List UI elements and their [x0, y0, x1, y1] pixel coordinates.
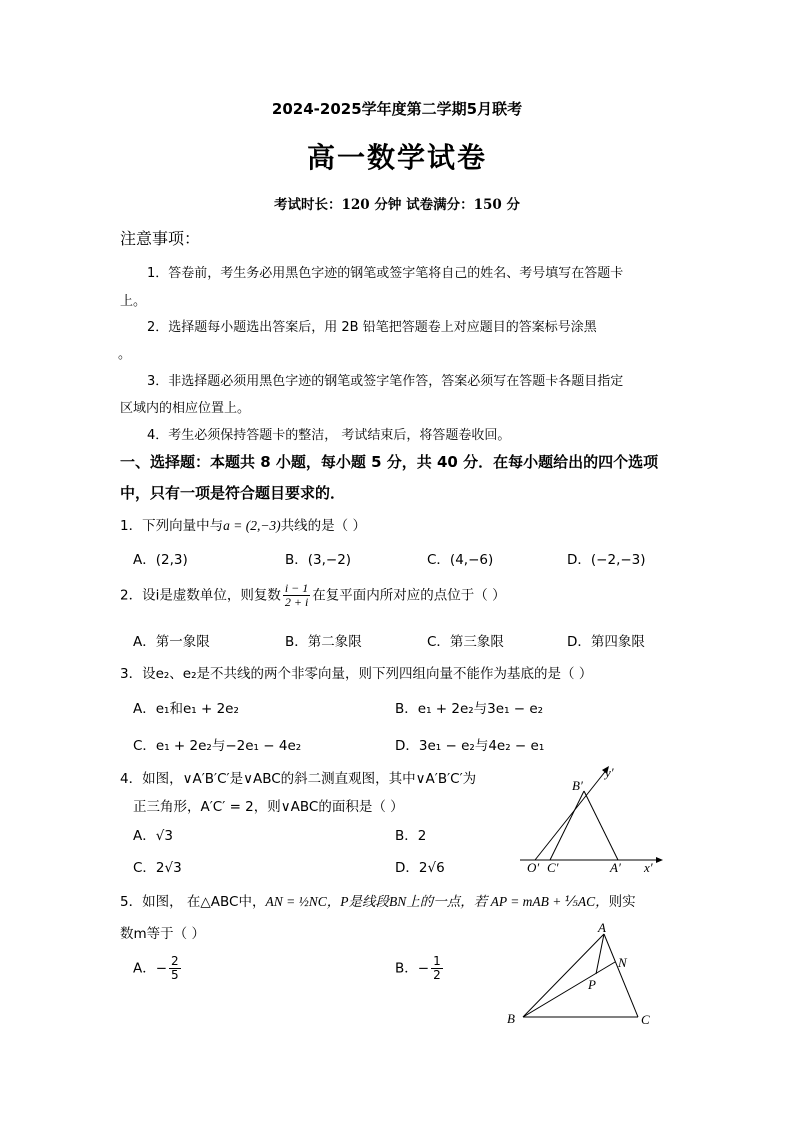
q4-edge-cb: [550, 791, 584, 860]
section-heading-cont: 中，只有一项是符合题目要求的．: [120, 484, 346, 502]
q1-option-a: A．(2,3): [133, 552, 188, 568]
question-4-stem-cont: 正三角形，A′C′ = 2，则∨ABC的面积是（ ）: [133, 799, 404, 815]
q2-frac-num: i − 1: [284, 581, 309, 595]
q4-label-a: A′: [610, 860, 621, 875]
q1-option-c: C．(4,−6): [427, 552, 494, 568]
notice-item-3: 3．非选择题必须用黑色字迹的钢笔或签字笔作答，答案必须写在答题卡各题目指定: [147, 374, 624, 389]
q2-fraction: [283, 582, 310, 609]
q4-x-arrow: [656, 857, 663, 863]
question-5-stem: [120, 890, 636, 910]
exam-info: 考试时长：120 分钟 试卷满分：150 分: [274, 197, 520, 213]
q5-figure: [500, 920, 660, 1035]
q5-label-p: P: [588, 977, 596, 992]
notice-item-1: 1．答卷前，考生务必用黑色字迹的钢笔或签字笔将自己的姓名、考号填写在答题卡: [147, 266, 624, 281]
q5-stem-math: AN = ½NC，P是线段BN上的一点，若 AP = mAB + ⅕AC，: [265, 894, 609, 909]
q4-label-o: O′: [527, 860, 540, 875]
q5-stem-prefix: 5．如图， 在△ABC中，: [120, 894, 266, 910]
q1-stem-math: a = (2,−3): [223, 518, 281, 533]
exam-name: 2024-2025学年度第二学期5月联考: [271, 100, 523, 118]
q4-label-x: x′: [644, 860, 653, 875]
question-1-stem: [120, 514, 366, 534]
question-5-stem-cont: 数m等于（ ）: [120, 926, 205, 942]
q4-option-d: D．2√6: [395, 860, 445, 876]
q1-stem-suffix: 共线的是（ ）: [280, 518, 366, 534]
section-heading: 一、选择题：本题共 8 小题，每小题 5 分，共 40 分．在每小题给出的四个选项: [120, 453, 659, 471]
q4-label-c: C′: [547, 860, 559, 875]
question-2-stem: [120, 582, 506, 609]
notice-item-2-cont: 。: [118, 347, 132, 362]
q2-stem-prefix: 2．设i是虚数单位，则复数: [120, 587, 281, 604]
q1-stem-prefix: 1．下列向量中与: [120, 518, 224, 534]
q4-option-b: B．2: [395, 828, 427, 844]
q4-figure: [510, 760, 670, 875]
q2-frac-den: 2 + i: [284, 595, 309, 609]
q5-segment-ap: [596, 934, 604, 974]
q5-option-b: [395, 955, 445, 982]
q5-label-n: N: [618, 955, 627, 970]
q3-option-a: A．e₁和e₁ + 2e₂: [133, 701, 239, 717]
q5-opt-b-frac: [431, 955, 443, 982]
q5-opt-a-den: 5: [171, 968, 179, 982]
q5-stem-suffix: 则实: [608, 894, 636, 910]
q1-option-d: D．(−2,−3): [567, 552, 646, 568]
q4-label-b: B′: [572, 778, 583, 793]
question-4-stem: 4．如图，∨A′B′C′是∨ABC的斜二测直观图，其中∨A′B′C′为: [120, 771, 477, 787]
page-title: 高一数学试卷: [306, 141, 487, 174]
q5-label-c: C: [641, 1012, 650, 1027]
q2-stem-suffix: 在复平面内所对应的点位于（ ）: [312, 587, 506, 604]
q2-option-d: D．第四象限: [567, 634, 645, 650]
q4-option-a: A．√3: [133, 828, 173, 844]
q2-option-a: A．第一象限: [133, 634, 210, 650]
q4-label-y: y′: [605, 765, 614, 780]
q2-option-c: C．第三象限: [427, 634, 504, 650]
q5-opt-b-prefix: B．−: [395, 960, 430, 977]
q4-edge-ba: [584, 791, 618, 860]
notice-item-1-cont: 上。: [120, 294, 147, 309]
notice-heading: 注意事项：: [120, 229, 201, 248]
q5-opt-a-prefix: A．−: [133, 960, 168, 977]
q2-option-b: B．第二象限: [285, 634, 362, 650]
q5-opt-b-den: 2: [433, 968, 441, 982]
q5-label-a: A: [598, 920, 606, 935]
notice-item-4: 4．考生必须保持答题卡的整洁， 考试结束后，将答题卷收回。: [147, 428, 511, 443]
q5-edge-ac: [604, 934, 638, 1017]
q5-opt-a-num: 2: [171, 954, 179, 968]
q5-option-a: [133, 955, 183, 982]
q4-option-c: C．2√3: [133, 860, 182, 876]
notice-item-3-cont: 区域内的相应位置上。: [120, 401, 251, 416]
q5-label-b: B: [507, 1011, 515, 1026]
q5-opt-a-frac: [169, 955, 181, 982]
q3-option-d: D．3e₁ − e₂与4e₂ − e₁: [395, 738, 545, 754]
q5-opt-b-num: 1: [433, 954, 441, 968]
question-3-stem: 3．设e₂、e₂是不共线的两个非零向量，则下列四组向量不能作为基底的是（ ）: [120, 666, 593, 682]
q3-option-b: B．e₁ + 2e₂与3e₁ − e₂: [395, 701, 544, 717]
q1-option-b: B．(3,−2): [285, 552, 352, 568]
q3-option-c: C．e₁ + 2e₂与−2e₁ − 4e₂: [133, 738, 302, 754]
notice-item-2: 2．选择题每小题选出答案后，用 2B 铅笔把答题卷上对应题目的答案标号涂黑: [147, 320, 597, 335]
